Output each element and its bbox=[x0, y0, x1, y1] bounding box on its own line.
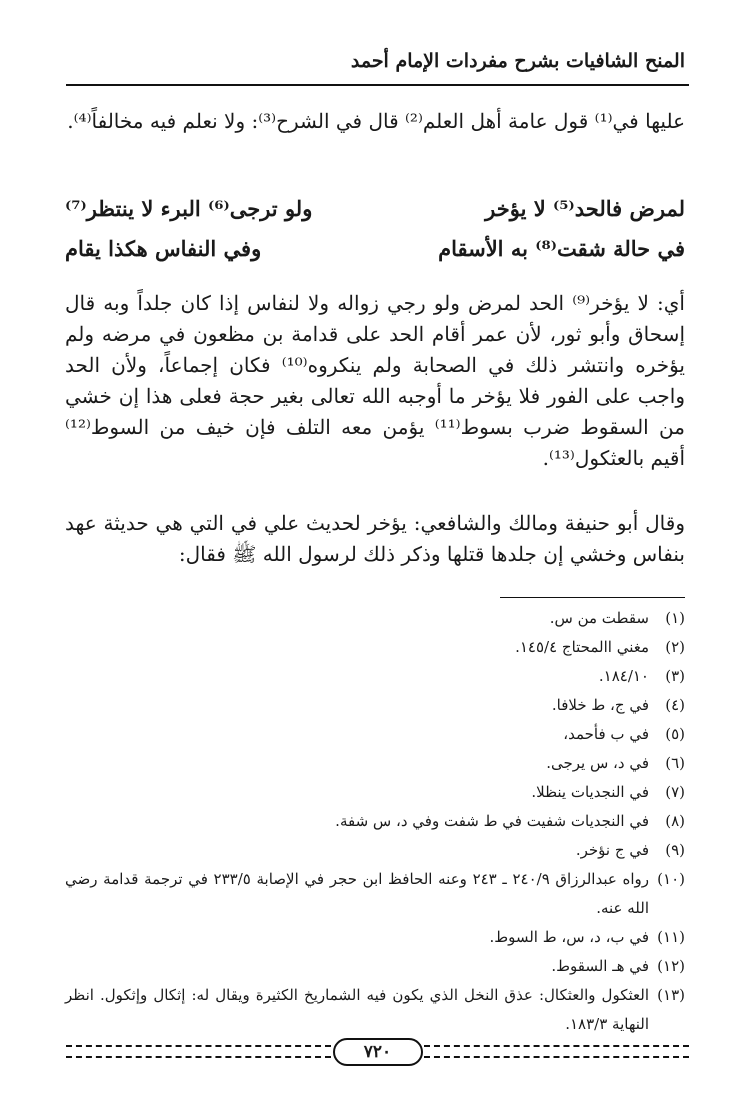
footnote-number: (٥) bbox=[665, 725, 685, 743]
header-rule bbox=[66, 84, 689, 86]
verse-line-2 bbox=[65, 236, 685, 276]
verse-line-1-first-hemistich: لمرض فالحد⁽⁵⁾ لا يؤخر bbox=[485, 196, 685, 221]
verse-line-2-second-hemistich: وفي النفاس هكذا يقام bbox=[65, 236, 262, 261]
footnote-separator bbox=[500, 597, 685, 598]
verse-line-2-first-hemistich: في حالة شقت⁽⁸⁾ به الأسقام bbox=[438, 236, 685, 261]
footnote-text: في النجديات ينظلا. bbox=[531, 783, 649, 801]
footnote-text: في ج، ط خلافا. bbox=[551, 696, 649, 714]
footnote-text: سقطت من س. bbox=[549, 609, 649, 627]
footnote-text: في ج نؤخر. bbox=[575, 841, 649, 859]
paragraph-1: عليها في⁽¹⁾ قول عامة أهل العلم⁽²⁾ قال في الشرح⁽³⁾: ولا نعلم فيه مخالفاً⁽⁴⁾. bbox=[67, 109, 685, 133]
footnote-number: (١١) bbox=[657, 928, 685, 946]
footnote-text: في هـ السقوط. bbox=[551, 957, 649, 975]
footer-ornament-left bbox=[66, 1045, 331, 1058]
footnote-number: (١٠) bbox=[657, 870, 685, 888]
footnote-number: (٩) bbox=[665, 841, 685, 859]
footnotes-list bbox=[65, 604, 685, 1039]
footnote-item bbox=[65, 604, 685, 633]
footnote-number: (٣) bbox=[665, 667, 685, 685]
footnote-number: (٦) bbox=[665, 754, 685, 772]
footnote-item bbox=[65, 865, 685, 923]
footnote-text: في د، س يرجى. bbox=[546, 754, 649, 772]
footnote-item bbox=[65, 836, 685, 865]
footnote-text: في النجديات شفيت في ط شفت وفي د، س شفة. bbox=[335, 812, 649, 830]
footnote-number: (٤) bbox=[665, 696, 685, 714]
footnote-text: في ب فأحمد، bbox=[563, 725, 649, 743]
page-footer bbox=[66, 1040, 689, 1070]
footnote-item bbox=[65, 778, 685, 807]
footnote-number: (١) bbox=[665, 609, 685, 627]
verse-block bbox=[65, 196, 685, 276]
footnote-item bbox=[65, 981, 685, 1039]
verse-line-1 bbox=[65, 196, 685, 236]
footnote-number: (١٢) bbox=[657, 957, 685, 975]
footnote-number: (٢) bbox=[665, 638, 685, 656]
footnote-item bbox=[65, 749, 685, 778]
footnote-text: في ب، د، س، ط السوط. bbox=[489, 928, 649, 946]
footnote-item bbox=[65, 952, 685, 981]
footnote-item bbox=[65, 923, 685, 952]
footnote-text: رواه عبدالرزاق ٢٤٠/٩ ـ ٢٤٣ وعنه الحافظ ابن حجر في الإصابة ٢٣٣/٥ في ترجمة قدامة رضي الله عنه. bbox=[65, 870, 650, 917]
footnote-item bbox=[65, 720, 685, 749]
page-number: ٧٢٠ bbox=[333, 1038, 423, 1066]
running-title: المنح الشافيات بشرح مفردات الإمام أحمد bbox=[350, 50, 685, 72]
footnote-number: (٨) bbox=[665, 812, 685, 830]
verse-line-1-second-hemistich: ولو ترجى⁽⁶⁾ البرء لا ينتظر⁽⁷⁾ bbox=[65, 196, 313, 221]
footnote-item bbox=[65, 807, 685, 836]
footnote-item bbox=[65, 633, 685, 662]
paragraph-2: أي: لا يؤخر⁽⁹⁾ الحد لمرض ولو رجي زواله ولا لنفاس إذا كان جلداً وبه قال إسحاق وأبو ثور، لأن عمر أقام الحد على قدامة بن مظعون في مرضه ولم يؤخره وانتشر ذلك في الصحابة ولم ينكروه⁽¹⁰⁾ فكان إجماعاً، ولأن الحد واجب على الفور فلا يؤخر ما أوجبه الله تعالى بغير حجة فعلى هذا إن خشي من السقوط ضرب بسوط⁽¹¹⁾ يؤمن معه التلف فإن خيف من السوط⁽¹²⁾ أقيم بالعثكول⁽¹³⁾. bbox=[65, 291, 685, 470]
footnote-number: (١٣) bbox=[657, 986, 685, 1004]
footnote-text: العثكول والعثكال: عذق النخل الذي يكون فيه الشماريخ الكثيرة ويقال له: إثكال وإثكول. انظر النهاية ١٨٣/٣. bbox=[65, 986, 649, 1033]
footnote-text: ١٨٤/١٠. bbox=[598, 667, 649, 685]
footnote-text: مغني االمحتاج ١٤٥/٤. bbox=[515, 638, 649, 656]
paragraph-3: وقال أبو حنيفة ومالك والشافعي: يؤخر لحديث علي في التي هي حديثة عهد بنفاس وخشي إن جلدها قتلها وذكر ذلك لرسول الله ﷺ فقال: bbox=[65, 511, 685, 566]
footnote-number: (٧) bbox=[665, 783, 685, 801]
footnote-item bbox=[65, 691, 685, 720]
footnote-item bbox=[65, 662, 685, 691]
footer-ornament-right bbox=[424, 1045, 689, 1058]
